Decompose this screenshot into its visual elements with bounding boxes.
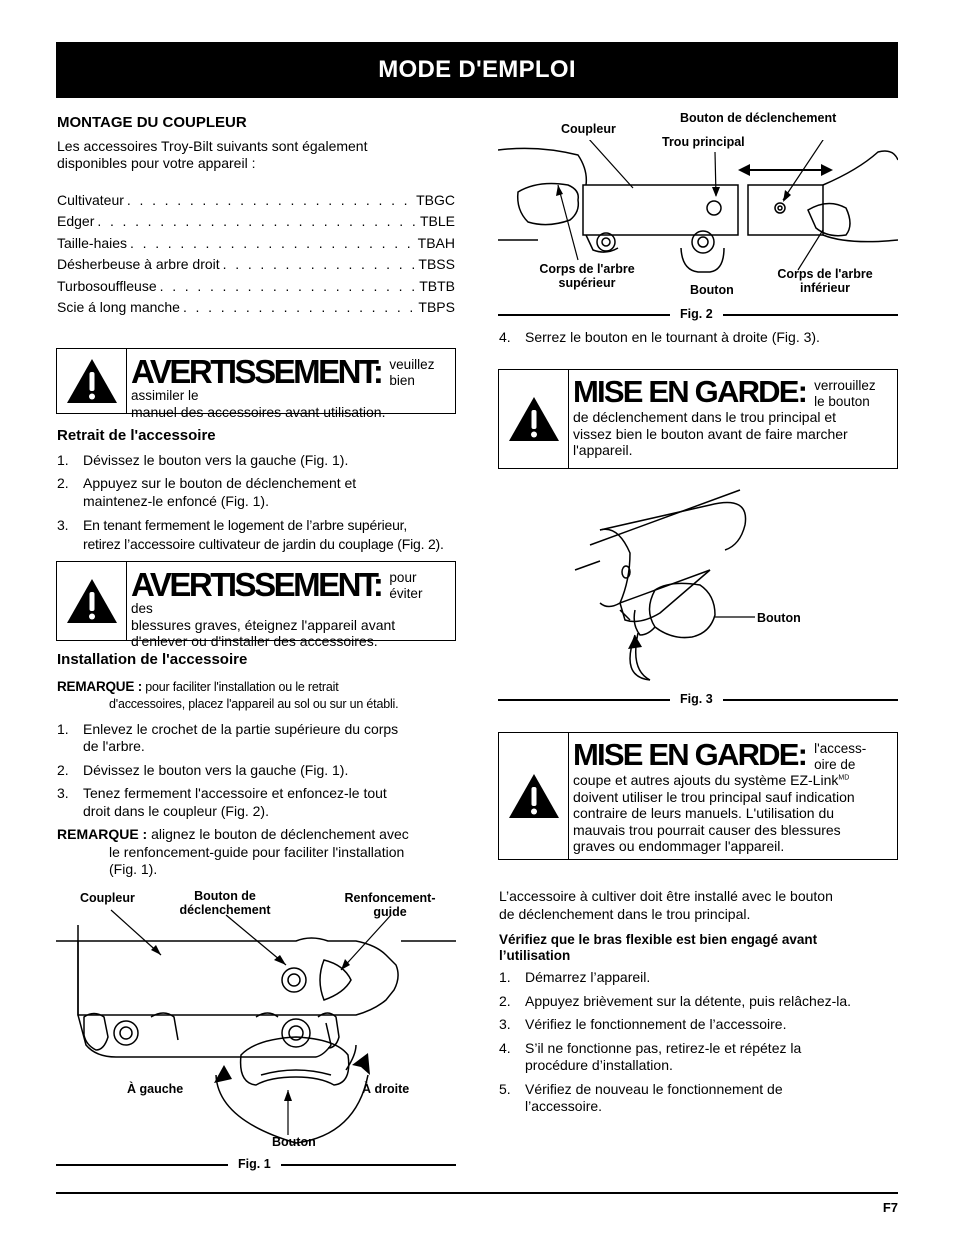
retrait-steps [57,452,457,554]
remarque-note: REMARQUE : pour faciliter l'installation ou le retrait d'accessoires, placez l'appareil au sol ou sur un établi. [57,678,399,711]
fig2-label-declenchement: Bouton de déclenchement [680,111,837,125]
fig3-label-bouton: Bouton [757,611,801,625]
fig2-label-trou: Trou principal [662,135,745,149]
warning-text: manuel des accessoires avant utilisation. [131,403,386,420]
retrait-section [57,427,457,554]
list-item: Cultivateur . . . TBGC [57,192,455,214]
fig2-coupler-illustration [498,140,898,280]
fig2-label-coupleur: Coupleur [561,122,616,136]
page-title: MODE D'EMPLOI [378,56,576,83]
caution-box: MISE EN GARDE: verrouillez le bouton de déclenchement dans le trou principal et vissez bien le bouton avant de faire marcher l'appareil. [498,369,898,469]
fig1-label-bouton: Bouton [272,1135,316,1149]
warning-word: AVERTISSEMENT: [131,566,382,603]
left-column [57,114,455,321]
fig1-coupler-illustration [56,905,456,1150]
fig2-label-superieur: Corps de l'arbre supérieur [539,262,635,291]
list-item: Scie á long manche . . . TBPS [57,299,455,321]
fig3-caption: Fig. 3 [498,693,898,707]
caution-text: de déclenchement dans le trou principal et vissez bien le bouton avant de faire marcher l'appareil. [573,409,848,459]
caution-word: MISE EN GARDE: [573,374,807,409]
fig1-label-droite: À droite [362,1082,410,1096]
list-item: 1. Dévissez le bouton vers la gauche (Fig. 1). [57,451,349,468]
paragraph: L’accessoire à cultiver doit être installé avec le bouton de déclenchement dans le trou principal. [499,888,833,922]
install-steps [57,721,457,821]
warning-triangle-icon [499,733,569,859]
list-item: 2. Appuyez brièvement sur la détente, puis relâchez-la. [499,992,852,1009]
fig1-label-coupleur: Coupleur [80,891,135,905]
warning-box: AVERTISSEMENT: veuillez bien assimiler le manuel des accessoires avant utilisation. [56,348,456,414]
list-item: 3. Vérifiez le fonctionnement de l’accessoire. [499,1016,787,1033]
fig2-label-bouton: Bouton [690,283,734,297]
warning-box: AVERTISSEMENT: pour éviter des blessures graves, éteignez l'appareil avant d'enlever ou d'installer des accessoires. [56,561,456,641]
list-item: 3. En tenant fermement le logement de l’arbre supérieur, retirez l’accessoire cultivateur de jardin du couplage (Fig. 2). [57,517,444,553]
list-item: 1. Enlevez le crochet de la partie supérieure du corps de l'arbre. [57,720,399,755]
warning-triangle-icon [57,349,127,413]
remarque-note: REMARQUE : alignez le bouton de déclenchement avec le renfoncement-guide pour faciliter l'installation (Fig. 1). [57,826,409,878]
footer-rule [56,1192,898,1194]
subsection-title: Installation de l'accessoire [57,651,248,668]
check-title: Vérifiez que le bras flexible est bien engagé avant l’utilisation [499,932,818,963]
caution-text: coupe et autres ajouts du système EZ-Link$^{MD}$ doivent utiliser le trou principal sauf indication contraire de leurs manuels. L'utilisation du mauvais trou pourrait causer des blessures graves ou endommager l'appareil. [573,772,855,855]
fig3-knob-illustration [560,485,760,690]
page-header [56,42,898,98]
caution-word: MISE EN GARDE: [573,737,807,772]
right-bottom-text [499,888,899,1116]
list-item: 2. Dévissez le bouton vers la gauche (Fig. 1). [57,761,349,778]
accessory-list [57,192,455,321]
fig1-label-renfoncement: Renfoncement- guide [344,891,436,920]
list-item: 2. Appuyez sur le bouton de déclenchement et maintenez-le enfoncé (Fig. 1). [57,475,357,509]
warning-triangle-icon [499,370,569,468]
fig1-label-declenchement: Bouton de déclenchement [179,889,271,918]
fig1-label-gauche: À gauche [127,1082,184,1096]
install-section [57,651,457,879]
list-item: Edger . . . TBLE [57,213,455,235]
caution-box: MISE EN GARDE: l'access- oire de coupe et autres ajouts du système EZ-Link$^{MD}$ doivent utiliser le trou principal sauf indication contraire de leurs manuels. L'utilisation du mauvais trou pourrait causer des blessures graves ou endommager l'appareil. [498,732,898,860]
list-item: 1. Démarrez l’appareil. [499,969,651,986]
subsection-title: Retrait de l'accessoire [57,427,216,444]
list-item: 4. S’il ne fonctionne pas, retirez-le et répétez la procédure d’installation. [499,1039,802,1074]
check-steps [499,969,899,1116]
page-number: F7 [882,1200,898,1215]
warning-word: AVERTISSEMENT: [131,353,382,390]
list-item: 5. Vérifiez de nouveau le fonctionnement de l’accessoire. [499,1080,783,1115]
list-item: Taille-haies . . . TBAH [57,235,455,257]
fig1-caption: Fig. 1 [56,1158,456,1172]
intro-text: Les accessoires Troy-Bilt suivants sont également disponibles pour votre appareil : [57,137,368,172]
fig2-label-inferieur: Corps de l'arbre inférieur [777,267,873,296]
list-item: Turbosouffleuse . . . TBTB [57,278,455,300]
fig2-caption: Fig. 2 [498,308,898,322]
list-item: 3. Tenez fermement l'accessoire et enfoncez-le tout droit dans le coupleur (Fig. 2). [57,785,387,819]
warning-triangle-icon [57,562,127,640]
warning-text: blessures graves, éteignez l'appareil avant d'enlever ou d'installer des accessoires. [131,616,396,650]
section-title: MONTAGE DU COUPLEUR [57,114,247,131]
list-item: Désherbeuse à arbre droit . . . TBSS [57,256,455,278]
step-4: 4. Serrez le bouton en le tournant à droite (Fig. 3). [499,329,820,345]
